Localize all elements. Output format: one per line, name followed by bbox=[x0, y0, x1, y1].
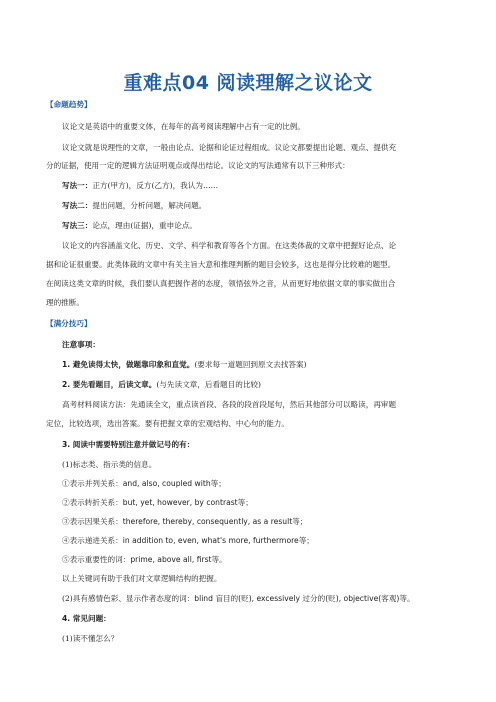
paragraph-5: 以上关键词有助于我们对文章逻辑结构的把握。 bbox=[62, 574, 222, 583]
format-1-text: 正方(甲方)，反方(乙方)，我认为…… bbox=[92, 181, 219, 190]
paragraph-2-line-2: 分的证据，使用一定的逻辑方法证明观点或得出结论。议论文的写法通常有以下三种形式： bbox=[46, 161, 350, 170]
paragraph-3-line-2: 据和论证很重要。此类体裁的文章中有关主旨大意和推理判断的题目会较多，这也是得分比较难的题型。 bbox=[46, 260, 396, 269]
paragraph-4-line-2: 定位，比较选项，选出答案。要有把握文章的宏观结构、中心句的能力。 bbox=[46, 419, 289, 428]
paragraph-4-line-1: 高考材料阅读方法：先通读全文，重点读首段、各段的段首段尾句，然后其他部分可以略读，再审题 bbox=[62, 400, 397, 409]
note-2-rest: (与先读文章，后看题目的比较) bbox=[156, 380, 261, 389]
connective-progression-label: ④表示递进关系： bbox=[62, 536, 123, 545]
connective-parallel bbox=[62, 479, 456, 489]
note-3-item-2 bbox=[62, 594, 456, 604]
note-1-bold: 1. 避免读得太快，做题靠印象和直觉。 bbox=[62, 360, 195, 369]
format-3-label: 写法三： bbox=[62, 221, 93, 230]
connective-importance-label: ⑤表示重要性的词： bbox=[62, 555, 131, 564]
format-2-text: 提出问题，分析问题，解决问题。 bbox=[92, 201, 207, 210]
connective-contrast-words: but, yet, however, by contrast bbox=[122, 498, 238, 507]
connective-importance-end: 等。 bbox=[211, 555, 227, 564]
connective-cause-words: therefore, thereby, consequently, as a result bbox=[122, 517, 293, 526]
connective-contrast bbox=[62, 498, 456, 508]
section-heading-trend: 【命题趋势】 bbox=[46, 100, 92, 109]
connective-parallel-end: 等； bbox=[210, 479, 226, 488]
connective-cause-end: 等； bbox=[292, 517, 308, 526]
format-2-label: 写法二： bbox=[62, 201, 93, 210]
connective-progression bbox=[62, 536, 456, 546]
note-3-item-1: (1)标志类、指示类的信息。 bbox=[62, 460, 157, 469]
paragraph-3-line-3: 在阅读这类文章的时候，我们要认真把握作者的态度，领悟弦外之音，从而更好地依据文章的事实做出合 bbox=[46, 279, 396, 288]
note-3-item-2-examples: blind 盲目的(贬), excessively 过分的(贬), objective(客观)等。 bbox=[194, 594, 415, 603]
format-3 bbox=[62, 221, 456, 231]
note-4-item-1: (1)读不懂怎么？ bbox=[62, 634, 119, 643]
connective-progression-words: in addition to, even, what's more, furthermore bbox=[122, 536, 299, 545]
note-4-heading: 4. 常见问题： bbox=[62, 614, 111, 623]
format-2 bbox=[62, 201, 456, 211]
note-2-bold: 2. 要先看题目，后读文章。 bbox=[62, 380, 157, 389]
connective-contrast-label: ②表示转折关系： bbox=[62, 498, 123, 507]
note-3-item-2-text: (2)具有感情色彩、显示作者态度的词： bbox=[62, 594, 195, 603]
page-title: 重难点04 阅读理解之议论文 bbox=[123, 72, 373, 94]
note-3-heading: 3. 阅读中需要特别注意并做记号的有： bbox=[62, 440, 195, 449]
connective-importance-words: prime, above all, first bbox=[130, 555, 212, 564]
note-1 bbox=[62, 360, 456, 370]
connective-importance bbox=[62, 555, 456, 565]
connective-parallel-label: ①表示并列关系： bbox=[62, 479, 123, 488]
connective-cause-label: ③表示因果关系： bbox=[62, 517, 123, 526]
section-heading-tips: 【满分技巧】 bbox=[46, 319, 92, 328]
format-1-label: 写法一： bbox=[62, 181, 93, 190]
paragraph-2-line-1: 议论文就是说理性的文章，一般由论点、论据和论证过程组成。议论文都要提出论题、观点、提供充 bbox=[62, 143, 397, 152]
notes-heading: 注意事项： bbox=[62, 340, 100, 349]
paragraph-1: 议论文是英语中的重要文体，在每年的高考阅读理解中占有一定的比例。 bbox=[62, 122, 305, 131]
paragraph-3-line-4: 理的推断。 bbox=[46, 298, 84, 307]
note-2 bbox=[62, 380, 456, 390]
connective-progression-end: 等； bbox=[298, 536, 314, 545]
format-3-text: 论点，理由(证据)，重申论点。 bbox=[92, 221, 198, 230]
format-1 bbox=[62, 181, 456, 191]
connective-contrast-end: 等； bbox=[237, 498, 253, 507]
connective-cause bbox=[62, 517, 456, 527]
note-1-rest: (要求每一道题回到原文去找答案) bbox=[194, 360, 307, 369]
connective-parallel-words: and, also, coupled with bbox=[122, 479, 211, 488]
paragraph-3-line-1: 议论文的内容涵盖文化、历史、文学、科学和教育等各个方面。在这类体裁的文章中把握好论点、论 bbox=[62, 241, 397, 250]
